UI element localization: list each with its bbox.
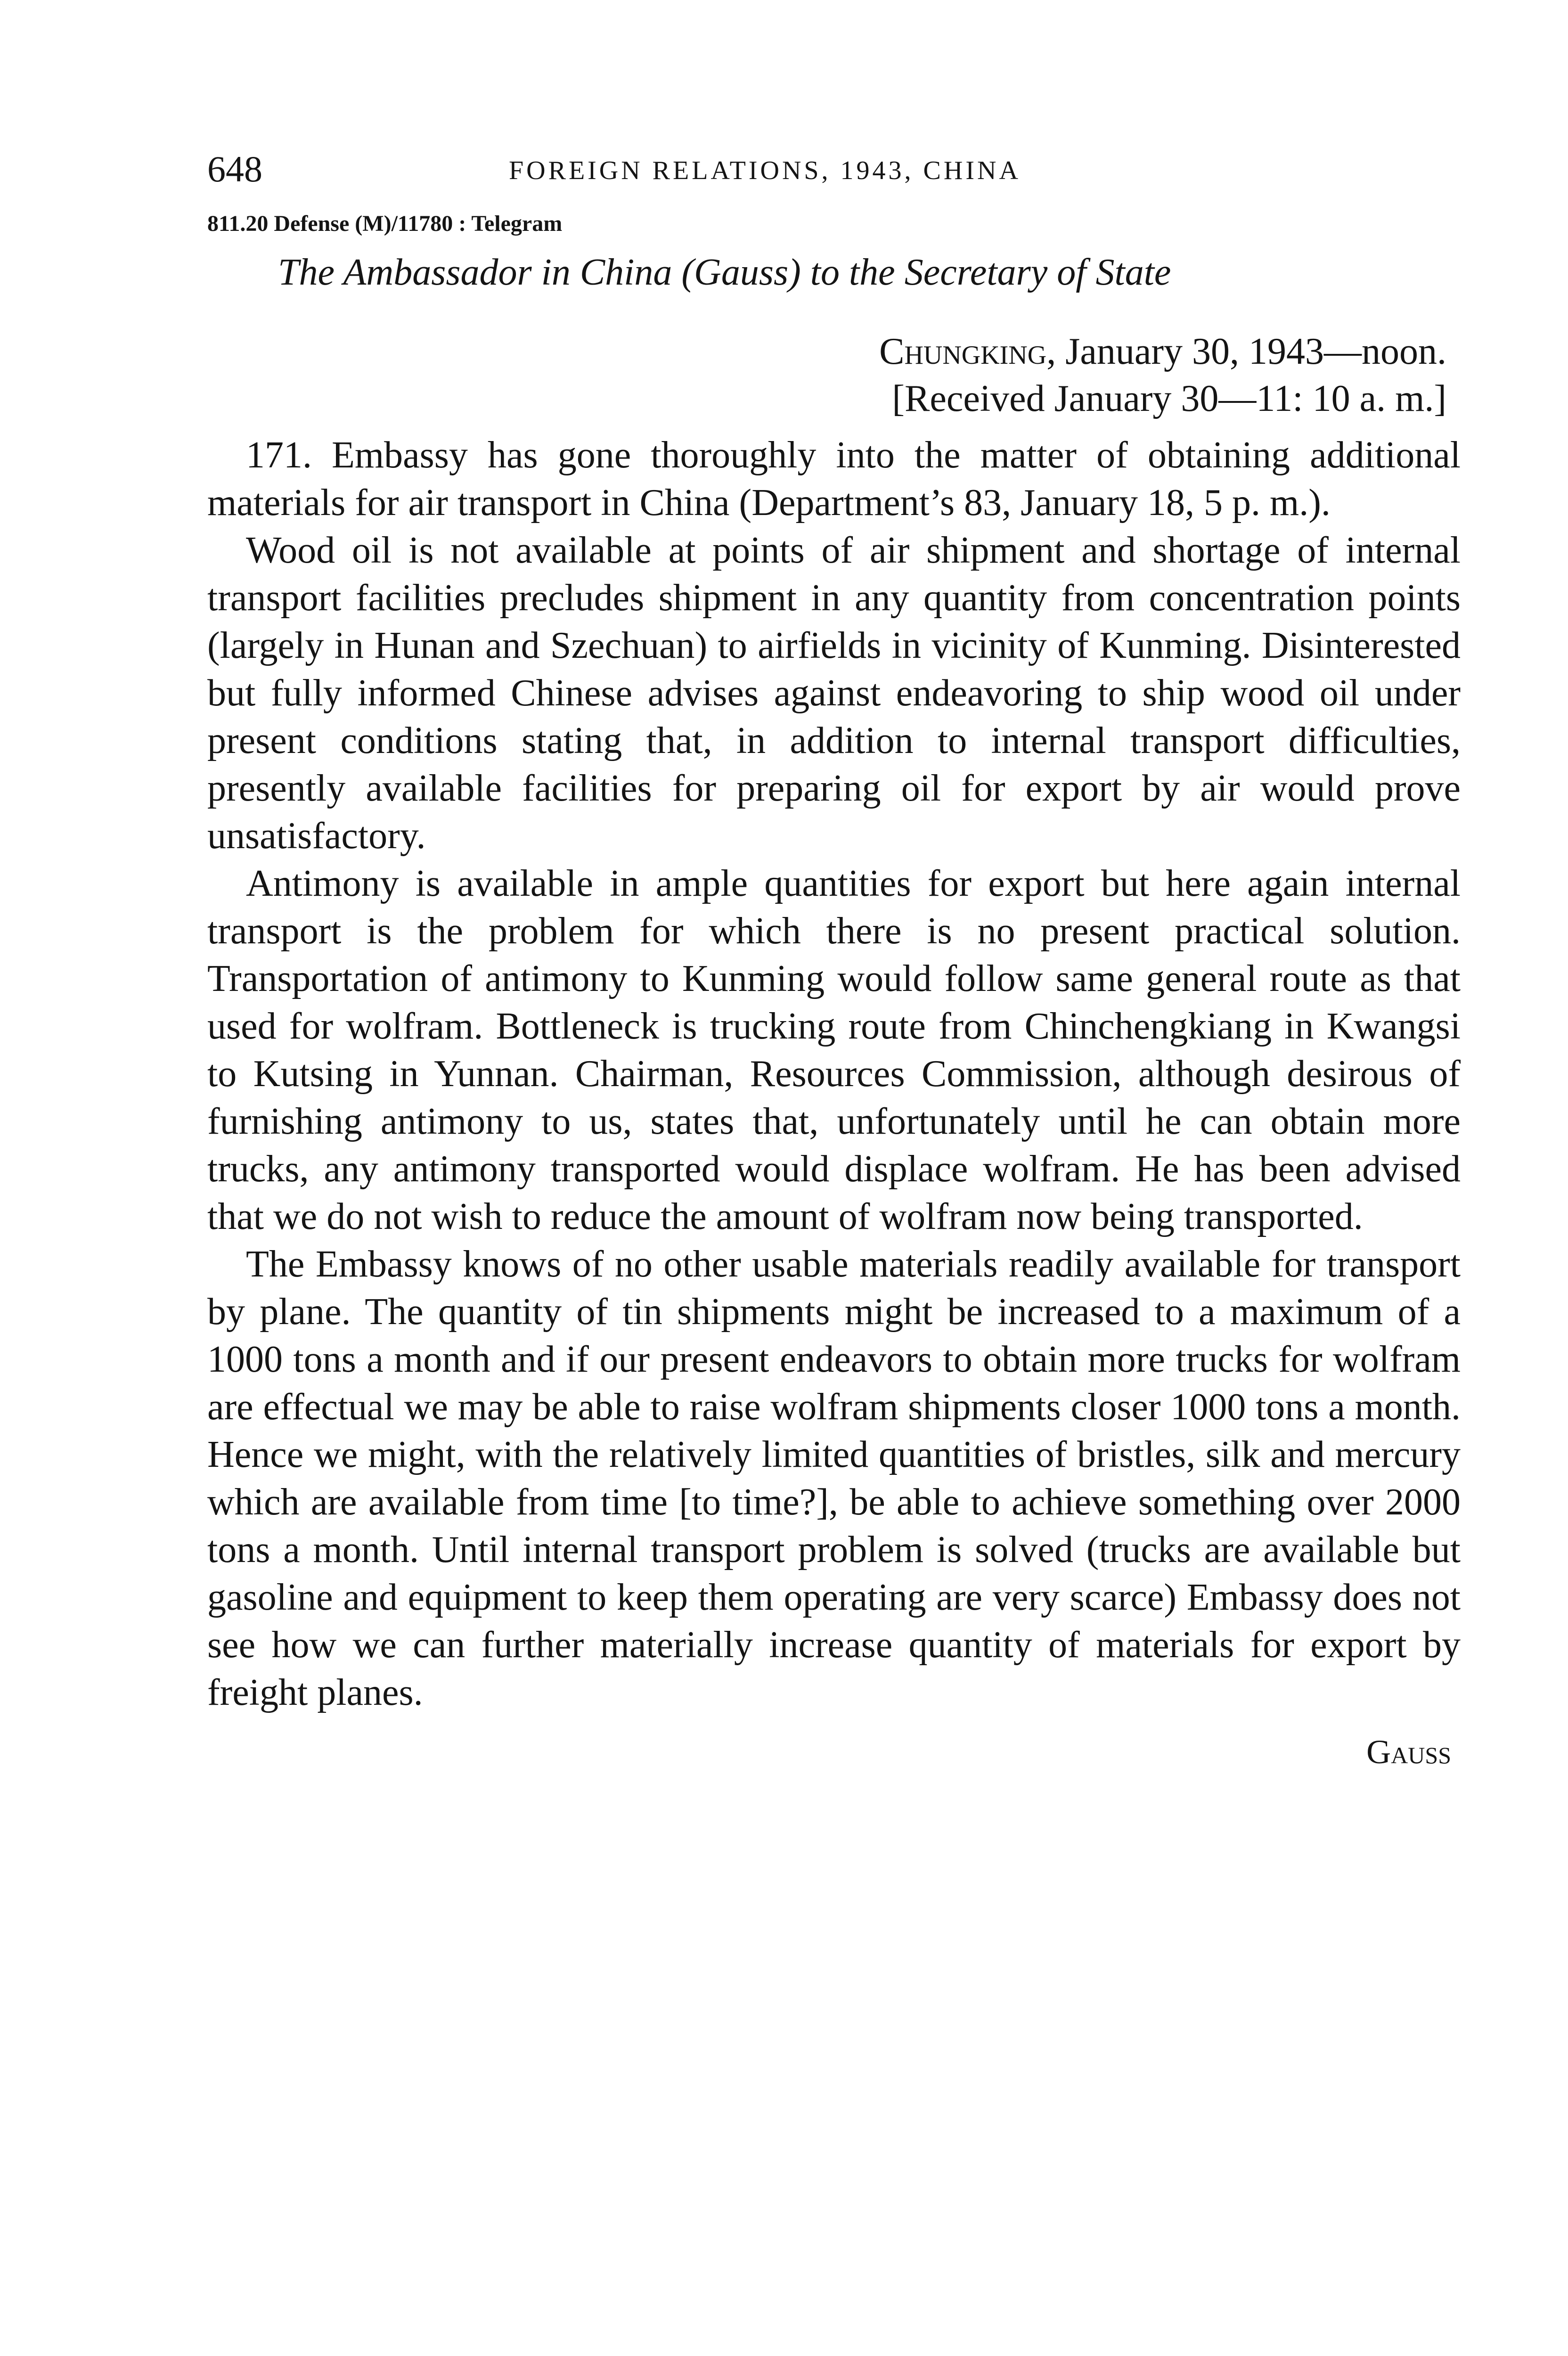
paragraph-1: 171. Embassy has gone thoroughly into the matter of obtaining additional materials for air transport in China (Department’s 83, January 18, 5 p. m.). [207,434,1461,524]
dateline [207,328,1461,422]
document-page [207,141,1461,1773]
paragraph-3: Antimony is available in ample quantities for export but here again internal transport is the problem for which there is no present practical solution. Transportation of antimony to Kunming would follow same general route as that used for wolfram. Bottleneck is trucking route from Chinchengkiang in Kwangsi to Kutsing in Yunnan. Chairman, Resources Commission, although desirous of furnishing antimony to us, states that, unfortunately until he can obtain more trucks, any antimony transported would displace wolfram. He has been advised that we do not wish to reduce the amount of wolfram now being transported. [207,863,1461,1238]
paragraph-4: The Embassy knows of no other usable materials readily available for transport by plane. The quantity of tin shipments might be increased to a maximum of a 1000 tons a month and if our present endeavors to obtain more trucks for wolfram are effectual we may be able to raise wolfram shipments closer 1000 tons a month. Hence we might, with the relatively limited quantities of bristles, silk and mercury which are available from time [to time?], be able to achieve something over 2000 tons a month. Until internal transport problem is solved (trucks are available but gasoline and equipment to keep them operating are very scarce) Embassy does not see how we can further materially increase quantity of materials for export by freight planes. [207,1243,1461,1714]
telegram-body [207,432,1461,1717]
running-head [207,141,1461,198]
dateline-date: , January 30, 1943—noon. [1046,331,1446,373]
signature: Gauss [1366,1733,1451,1771]
paragraph-2: Wood oil is not available at points of air shipment and shortage of internal transport facilities precludes shipment in any quantity from concentration points (largely in Hunan and Szechuan) to airfields in vicinity of Kunming. Disinterested but fully informed Chinese advises against endeavoring to ship wood oil under present conditions stating that, in addition to internal transport difficulties, presently available facilities for preparing oil for export by air would prove unsatisfactory. [207,530,1461,857]
received-line: [Received January 30—11: 10 a. m.] [892,378,1446,420]
document-reference: 811.20 Defense (M)/11780 : Telegram [207,211,563,236]
running-title: FOREIGN RELATIONS, 1943, CHINA [509,156,1021,185]
dateline-place-date [207,328,1446,375]
document-title: The Ambassador in China (Gauss) to the Secretary of State [278,252,1171,294]
page-number: 648 [207,148,262,189]
dateline-place: Chungking [879,331,1047,373]
